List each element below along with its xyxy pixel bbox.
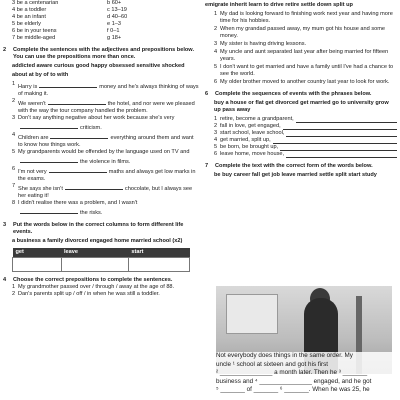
exercise-6-item [214, 151, 397, 158]
sentence-end: the violence in films. [80, 158, 131, 165]
sentence-end: criticism. [80, 124, 102, 131]
matching-row [12, 14, 199, 21]
matching-left [12, 35, 107, 42]
exercise-7-passage [216, 352, 398, 395]
item-number: 2 [214, 122, 218, 129]
exercise-7-word-box: be buy career fall get job leave married settle split start study [214, 171, 377, 178]
item-number: 7 [12, 182, 16, 189]
answer-blank[interactable] [20, 207, 78, 214]
exercise-5-item [214, 64, 397, 78]
life-events-table [12, 248, 190, 272]
matching-left [12, 7, 107, 14]
exercise-4-item [12, 284, 199, 291]
age-range: 40–60 [111, 13, 128, 20]
item-number: 1 [12, 80, 16, 87]
exercise-2-item [12, 132, 199, 149]
item-text [18, 149, 199, 166]
exercise-6-item [214, 116, 397, 123]
exercise-5-item [214, 11, 397, 25]
item-text [18, 166, 199, 183]
exercise-2-item [12, 81, 199, 98]
item-text: I don't want to get married and have a family until I've had a chance to see the world. [220, 63, 394, 77]
answer-blank[interactable] [50, 132, 108, 139]
exercise-6-item [214, 144, 397, 151]
item-number: 2 [12, 97, 16, 104]
age-range: 1–3 [111, 20, 122, 27]
exercise-3-heading: 3 Put the words below in the correct columns to form different life events. [3, 221, 184, 235]
exercise-5-item [214, 79, 397, 86]
answer-blank[interactable] [49, 166, 107, 173]
answer-blank[interactable] [65, 183, 123, 190]
answer-blank[interactable] [48, 98, 106, 105]
exercise-2-heading: 2 Complete the sentences with the adjectives and prepositions below. You can use the prepositions more than once. [3, 46, 195, 60]
item-text [18, 183, 199, 200]
option-letter: e [107, 20, 111, 27]
matching-left [12, 0, 107, 7]
matching-right [107, 21, 197, 28]
exercise-3-word-box: a business a family divorced engaged home married school (x2) [12, 237, 183, 244]
item-text: leave home, move house, [220, 150, 285, 157]
exercise-6-items [205, 116, 397, 158]
sentence-end: money and he's always thinking of ways of making it. [18, 83, 199, 97]
age-range: 13–19 [111, 6, 127, 13]
exercise-2-item [12, 149, 199, 166]
item-number: 2 [12, 290, 16, 297]
item-text: My grandmother passed over / through / away at the age of 88. [18, 283, 175, 290]
item-number: 4 [214, 136, 218, 143]
exercise-6-item [214, 123, 397, 130]
exercise-5-word-box: emigrate inherit learn to drive retire settle down split up [205, 2, 353, 8]
exercise-5-item [214, 41, 397, 48]
phrase: be in your teens [16, 27, 57, 34]
option-letter: b [107, 0, 111, 6]
item-number: 3 [12, 0, 16, 6]
matching-right [107, 7, 197, 14]
exercise-4-items [3, 284, 199, 298]
answer-blank[interactable] [20, 156, 78, 163]
matching-list [12, 0, 199, 42]
matching-row [12, 0, 199, 7]
photo-window [226, 294, 278, 334]
answer-blank[interactable] [273, 137, 397, 144]
item-number: 3 [214, 40, 218, 47]
sentence-start: Children are [18, 134, 49, 141]
sentence-start: Harry is [18, 83, 38, 90]
item-text: be born, be brought up, [220, 143, 279, 150]
exercise-2-item [12, 200, 199, 217]
item-number: 5 [214, 63, 218, 70]
sentence-start: My grandparents would be offended by the language used on TV and [18, 148, 190, 155]
exercise-5-item [214, 49, 397, 63]
phrase: be a centenarian [16, 0, 59, 6]
matching-left [12, 14, 107, 21]
item-text [18, 115, 199, 132]
item-number: 4 [12, 131, 16, 138]
answer-blank[interactable] [283, 123, 397, 130]
answer-cell[interactable] [61, 257, 128, 271]
sentence-start: We weren't [18, 100, 46, 107]
exercise-2-item [12, 183, 199, 200]
answer-blank[interactable] [296, 116, 397, 123]
matching-row [12, 28, 199, 35]
sentence-end: the hotel, and nor were we pleased with the way the tour company handled the problem. [18, 100, 195, 114]
answer-blank[interactable] [39, 81, 97, 88]
exercise-2-item [12, 98, 199, 115]
option-letter: f [107, 27, 109, 34]
exercise-6-word-box: buy a house or flat get divorced get married go to university grow up pass away [214, 99, 389, 113]
answer-cell[interactable] [128, 257, 189, 271]
item-number: 5 [12, 148, 16, 155]
item-number: 4 [214, 48, 218, 55]
exercise-2-item [12, 115, 199, 132]
item-text: My dad is looking forward to finishing work next year and having more time for his hobbies. [220, 10, 393, 24]
item-number: 7 [12, 34, 16, 41]
exercise-4-heading: 4 Choose the correct prepositions to complete the sentences. [3, 276, 173, 283]
passage-line: ⁵ _______ of _______ ⁶ _______. When he was 25, he [216, 386, 370, 393]
sentence-start: Don't say anything negative about her work because she's very [18, 114, 175, 121]
exercise-4-item [12, 291, 199, 298]
item-number: 6 [12, 27, 16, 34]
matching-right [107, 35, 197, 42]
item-text: My uncle and aunt separated last year after being married for fifteen years. [220, 48, 389, 62]
item-number: 3 [12, 114, 16, 121]
column-header-get: get [13, 248, 62, 257]
item-text: Dan's parents split up / off / in when he was still a toddler. [18, 290, 160, 297]
matching-right [107, 14, 197, 21]
item-number: 6 [12, 165, 16, 172]
phrase: be an infant [16, 13, 46, 20]
matching-row [12, 7, 199, 14]
item-text [18, 200, 199, 217]
item-number: 6 [214, 150, 218, 157]
exercise-6-heading: 6 Complete the sequences of events with the phrases below. [205, 90, 372, 97]
item-number: 5 [12, 20, 16, 27]
age-range: 18+ [111, 34, 122, 41]
item-text [18, 132, 199, 149]
matching-left [12, 21, 107, 28]
item-text: start school, leave school, [220, 129, 285, 136]
age-range: 0–1 [110, 27, 120, 34]
exercise-7-heading: 7 Complete the text with the correct form of the words below. [205, 162, 373, 169]
preposition-word-box: about at by of to with [12, 71, 69, 78]
sentence-start: I'm not very [18, 168, 47, 175]
option-letter: g [107, 34, 111, 41]
sentence-start: I didn't realise there was a problem, and I wasn't [18, 199, 138, 206]
item-number: 2 [214, 25, 218, 32]
matching-right [107, 28, 197, 35]
left-column [3, 0, 199, 297]
item-number: 8 [12, 199, 16, 206]
answer-blank[interactable] [20, 122, 78, 129]
sentence-end: everything around them and want to know how things work. [18, 134, 194, 148]
item-text: My older brother moved to another country last year to look for work. [220, 78, 390, 85]
item-number: 3 [214, 129, 218, 136]
answer-blank[interactable] [280, 144, 397, 151]
exercise-5-item [214, 26, 397, 40]
exercise-6-item [214, 130, 397, 137]
matching-row [12, 21, 199, 28]
item-text: My sister is having driving lessons. [220, 40, 307, 47]
answer-blank[interactable] [286, 130, 397, 137]
matching-row [12, 35, 199, 42]
passage-line: business and ⁴ _______________ engaged, and he got [216, 377, 372, 385]
matching-right [107, 0, 197, 7]
answer-cell[interactable] [13, 257, 62, 271]
column-header-start: start [128, 248, 189, 257]
exercise-2-items [3, 81, 199, 217]
exercise-6-item [214, 137, 397, 144]
item-text: fall in love, get engaged, [220, 122, 281, 129]
sentence-end: maths and always get low marks in the exams. [18, 168, 196, 182]
item-number: 4 [12, 6, 16, 13]
exercise-5-items [205, 11, 397, 86]
item-number: 1 [214, 115, 218, 122]
item-number: 6 [214, 78, 218, 85]
option-letter: d [107, 13, 111, 20]
passage-line: Not everybody does things in the same order. My [216, 352, 353, 359]
right-column [205, 0, 397, 181]
item-text [18, 81, 199, 98]
adjective-word-box: addicted aware curious good happy obsessed sensitive shocked [12, 62, 185, 69]
item-text: get married, split up, [220, 136, 271, 143]
item-text: retire, become a grandparent, [220, 115, 294, 122]
item-number: 5 [214, 143, 218, 150]
age-range: 60+ [111, 0, 122, 6]
phrase: be a toddler [16, 6, 47, 13]
item-number: 1 [12, 283, 16, 290]
sentence-start: She says she isn't [18, 185, 63, 192]
passage-line: ² _______________ a month later. Then he ³ _______ [216, 369, 368, 376]
phrase: be elderly [16, 20, 41, 27]
item-number: 1 [214, 10, 218, 17]
column-header-leave: leave [61, 248, 128, 257]
exercise-2-item [12, 166, 199, 183]
passage-line: uncle ¹ school at sixteen and got his first [216, 360, 329, 368]
option-letter: c [107, 6, 110, 13]
sentence-end: the risks. [80, 209, 103, 216]
answer-blank[interactable] [286, 151, 397, 158]
phrase: be middle-aged [16, 34, 56, 41]
item-text: When my grandad passed away, my mum got his house and some money. [220, 25, 385, 39]
item-text [18, 98, 199, 115]
sentence-end: chocolate, but I always see her eating it! [18, 185, 193, 199]
item-number: 4 [12, 13, 16, 20]
matching-left [12, 28, 107, 35]
